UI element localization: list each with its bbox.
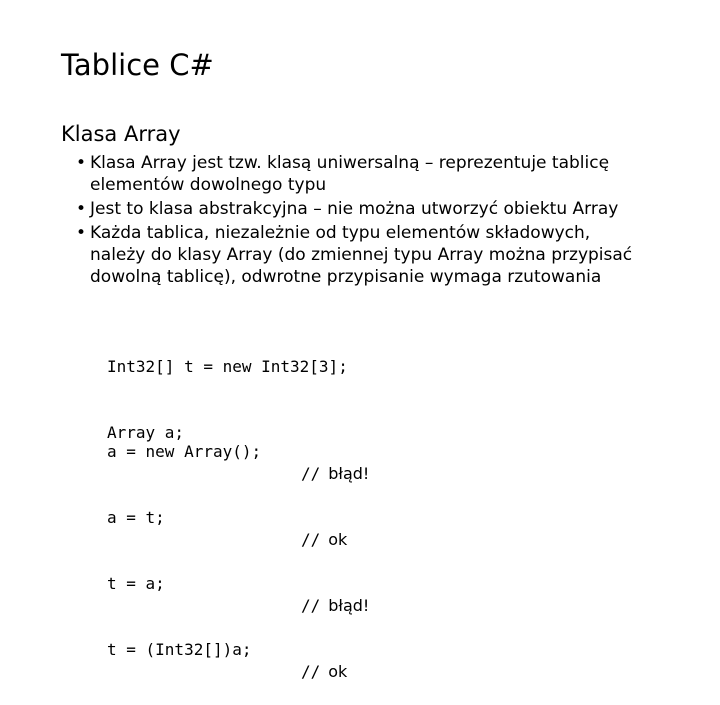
bullet-item [73,222,673,288]
bullet-item [73,152,673,196]
code-comment [301,661,347,683]
comment-text: ok [328,530,348,549]
comment-marker: // [301,662,321,681]
code-statement: a = new Array(); [107,442,262,461]
code-assignment-row [107,617,348,681]
code-assignment-row [107,485,348,549]
code-comment [301,595,369,617]
bullet-text-line: Każda tablica, niezależnie od typu elementów składowych, [90,223,591,243]
code-statement: t = a; [107,574,165,593]
code-assignment-row [107,551,370,615]
comment-text: ok [328,662,348,681]
bullet-list [73,152,673,290]
comment-text: błąd! [328,596,370,615]
bullet-text-line: należy do klasy Array (do zmiennej typu Array można przypisać [90,245,633,265]
code-statement: a = t; [107,508,165,527]
bullet-text-line: Jest to klasa abstrakcyjna – nie można utworzyć obiektu Array [90,199,619,219]
comment-text: błąd! [328,464,370,483]
bullet-item [73,198,673,220]
code-comment [301,463,369,485]
comment-marker: // [301,530,321,549]
bullet-dot: • [76,199,87,219]
bullet-dot: • [76,223,87,243]
code-line: Array a; [107,423,185,442]
code-statement: t = (Int32[])a; [107,640,252,659]
bullet-text-line: dowolną tablicę), odwrotne przypisanie wymaga rzutowania [90,267,602,287]
slide-title: Tablice C# [61,48,214,82]
slide-subtitle: Klasa Array [61,122,181,146]
bullet-dot: • [76,153,87,173]
code-assignments [107,375,370,683]
comment-marker: // [301,464,321,483]
code-assignment-row [107,419,370,483]
comment-marker: // [301,596,321,615]
code-line: Int32[] t = new Int32[3]; [107,357,348,376]
code-comment [301,529,347,551]
bullet-text-line: elementów dowolnego typu [90,175,327,195]
bullet-text-line: Klasa Array jest tzw. klasą uniwersalną – reprezentuje tablicę [90,153,610,173]
